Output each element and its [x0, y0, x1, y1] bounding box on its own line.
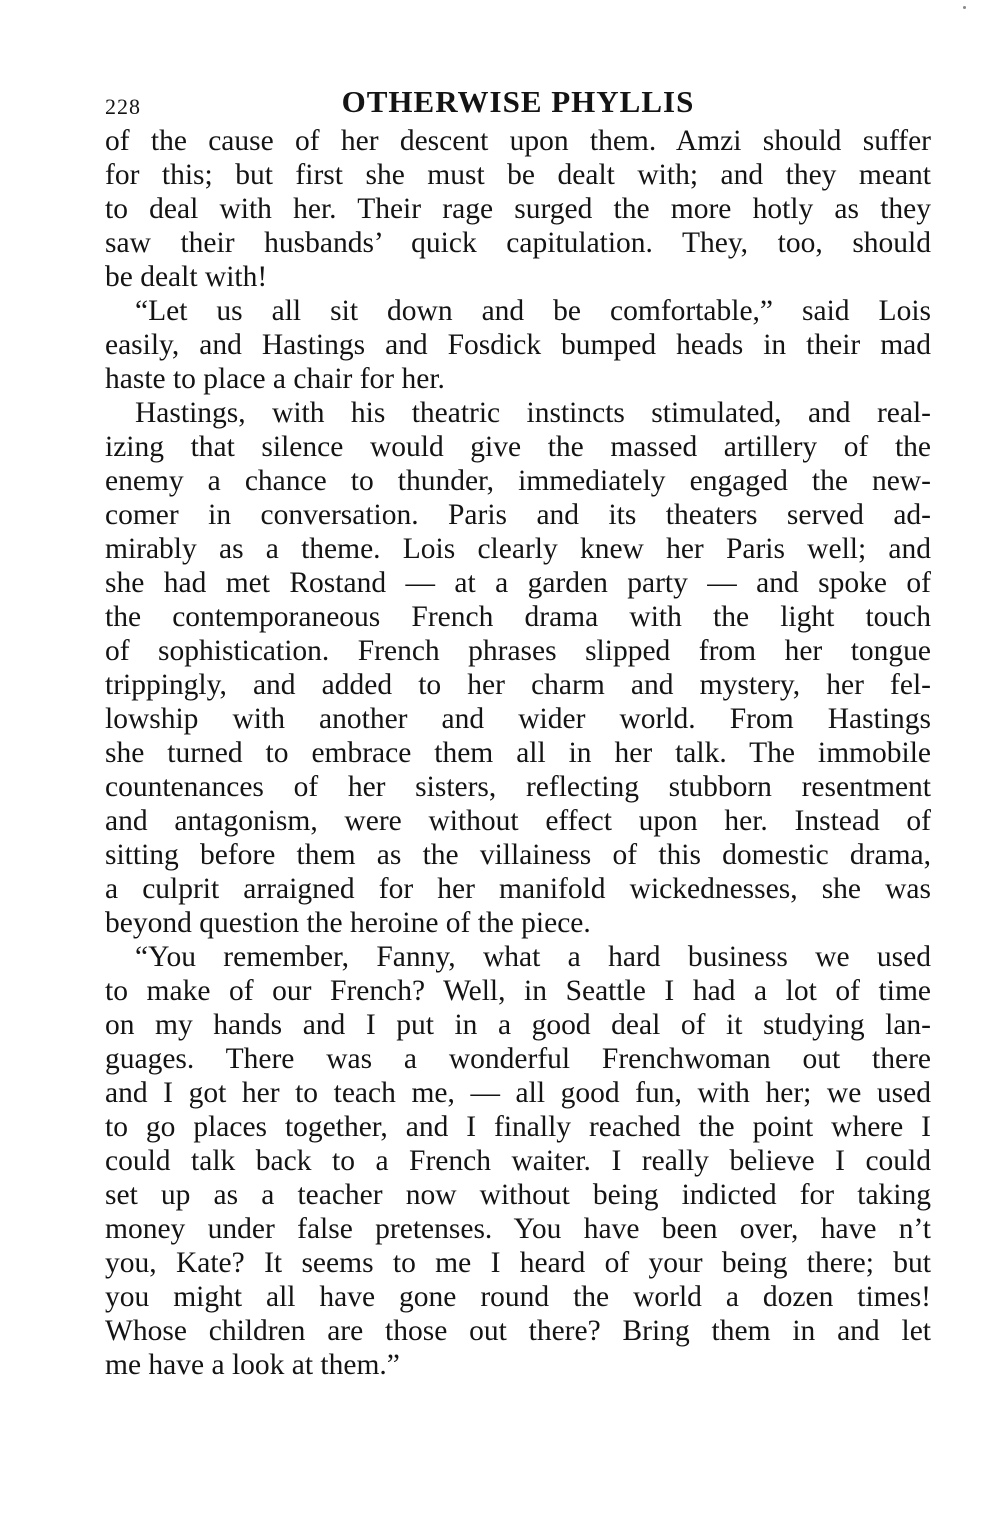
- text-line: on my hands and I put in a good deal of it studying lan-: [105, 1009, 931, 1041]
- text-line: haste to place a chair for her.: [105, 363, 445, 395]
- running-head: [105, 84, 931, 120]
- text-line: mirably as a theme. Lois clearly knew her Paris well; and: [105, 533, 931, 565]
- text-line: and I got her to teach me, — all good fun, with her; we used: [105, 1077, 931, 1109]
- running-title: OTHERWISE PHYLLIS: [341, 84, 695, 119]
- text-line: and antagonism, were without effect upon her. Instead of: [105, 805, 931, 837]
- text-line: a culprit arraigned for her manifold wickednesses, she was: [105, 873, 931, 905]
- text-line: to deal with her. Their rage surged the more hotly as they: [105, 193, 931, 225]
- text-line: to make of our French? Well, in Seattle I had a lot of time: [105, 975, 931, 1007]
- text-line: money under false pretenses. You have been over, have n’t: [105, 1213, 931, 1245]
- text-line: me have a look at them.”: [105, 1349, 400, 1381]
- text-line: could talk back to a French waiter. I really believe I could: [105, 1145, 931, 1177]
- text-line: lowship with another and wider world. From Hastings: [105, 703, 931, 735]
- paragraph-1: [105, 124, 931, 294]
- body-text: [105, 124, 931, 1382]
- text-line: you, Kate? It seems to me I heard of your being there; but: [105, 1247, 931, 1279]
- text-line: beyond question the heroine of the piece.: [105, 907, 591, 939]
- paragraph-4: [105, 940, 931, 1382]
- text-line: the contemporaneous French drama with the light touch: [105, 601, 931, 633]
- text-line: countenances of her sisters, reflecting stubborn resentment: [105, 771, 931, 803]
- text-line: set up as a teacher now without being indicted for taking: [105, 1179, 931, 1211]
- text-line: comer in conversation. Paris and its theaters served ad-: [105, 499, 931, 531]
- book-page: [105, 84, 931, 1382]
- scan-speck: [963, 6, 966, 9]
- text-line: saw their husbands’ quick capitulation. They, too, should: [105, 227, 931, 259]
- text-line: Whose children are those out there? Bring them in and let: [105, 1315, 931, 1347]
- text-line: easily, and Hastings and Fosdick bumped heads in their mad: [105, 329, 931, 361]
- text-line: “Let us all sit down and be comfortable,” said Lois: [135, 295, 931, 327]
- text-line: Hastings, with his theatric instincts stimulated, and real-: [135, 397, 931, 429]
- page-number: 228: [105, 94, 141, 119]
- text-line: for this; but first she must be dealt with; and they meant: [105, 159, 931, 191]
- text-line: to go places together, and I finally reached the point where I: [105, 1111, 931, 1143]
- text-line: sitting before them as the villainess of this domestic drama,: [105, 839, 931, 871]
- paragraph-2: [105, 294, 931, 396]
- text-line: enemy a chance to thunder, immediately engaged the new-: [105, 465, 931, 497]
- paragraph-3: [105, 396, 931, 940]
- text-line: izing that silence would give the massed artillery of the: [105, 431, 931, 463]
- text-line: trippingly, and added to her charm and mystery, her fel-: [105, 669, 931, 701]
- text-line: of sophistication. French phrases slipped from her tongue: [105, 635, 931, 667]
- text-line: “You remember, Fanny, what a hard business we used: [135, 941, 931, 973]
- text-line: be dealt with!: [105, 261, 268, 293]
- text-line: she had met Rostand — at a garden party — and spoke of: [105, 567, 931, 599]
- text-line: you might all have gone round the world a dozen times!: [105, 1281, 931, 1313]
- text-line: of the cause of her descent upon them. Amzi should suffer: [105, 125, 931, 157]
- text-line: she turned to embrace them all in her talk. The immobile: [105, 737, 931, 769]
- text-line: guages. There was a wonderful Frenchwoman out there: [105, 1043, 931, 1075]
